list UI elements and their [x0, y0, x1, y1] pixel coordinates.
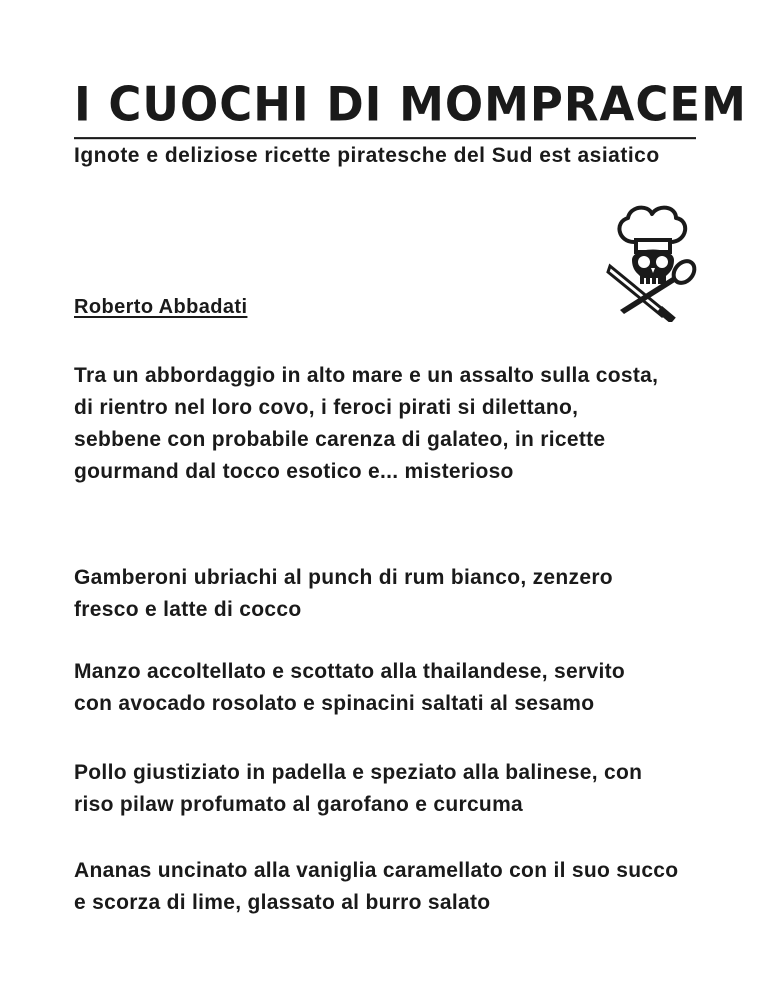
author-name: Roberto Abbadati	[74, 296, 248, 318]
recipe-item	[74, 562, 714, 626]
recipe-line: Gamberoni ubriachi al punch di rum bianco, zenzero	[74, 566, 613, 589]
intro-paragraph	[74, 360, 714, 488]
recipe-line: Pollo giustiziato in padella e speziato alla balinese, con	[74, 761, 643, 784]
intro-line: di rientro nel loro covo, i feroci pirati si dilettano,	[74, 396, 579, 419]
recipe-item	[74, 757, 714, 821]
page-subtitle: Ignote e deliziose ricette piratesche del Sud est asiatico	[74, 144, 660, 167]
recipe-line: Ananas uncinato alla vaniglia caramellato con il suo succo	[74, 859, 679, 882]
pirate-chef-skull-icon	[604, 202, 700, 322]
recipe-item	[74, 656, 714, 720]
intro-line: gourmand dal tocco esotico e... misterioso	[74, 460, 514, 483]
intro-line: Tra un abbordaggio in alto mare e un assalto sulla costa,	[74, 364, 659, 387]
recipe-line: fresco e latte di cocco	[74, 598, 302, 621]
page-title: I CUOCHI DI MOMPRACEM	[74, 72, 696, 139]
recipe-line: con avocado rosolato e spinacini saltati al sesamo	[74, 692, 595, 715]
intro-line: sebbene con probabile carenza di galateo, in ricette	[74, 428, 606, 451]
recipe-line: e scorza di lime, glassato al burro salato	[74, 891, 491, 914]
recipe-line: Manzo accoltellato e scottato alla thailandese, servito	[74, 660, 625, 683]
recipe-line: riso pilaw profumato al garofano e curcuma	[74, 793, 524, 816]
recipe-item	[74, 855, 714, 919]
